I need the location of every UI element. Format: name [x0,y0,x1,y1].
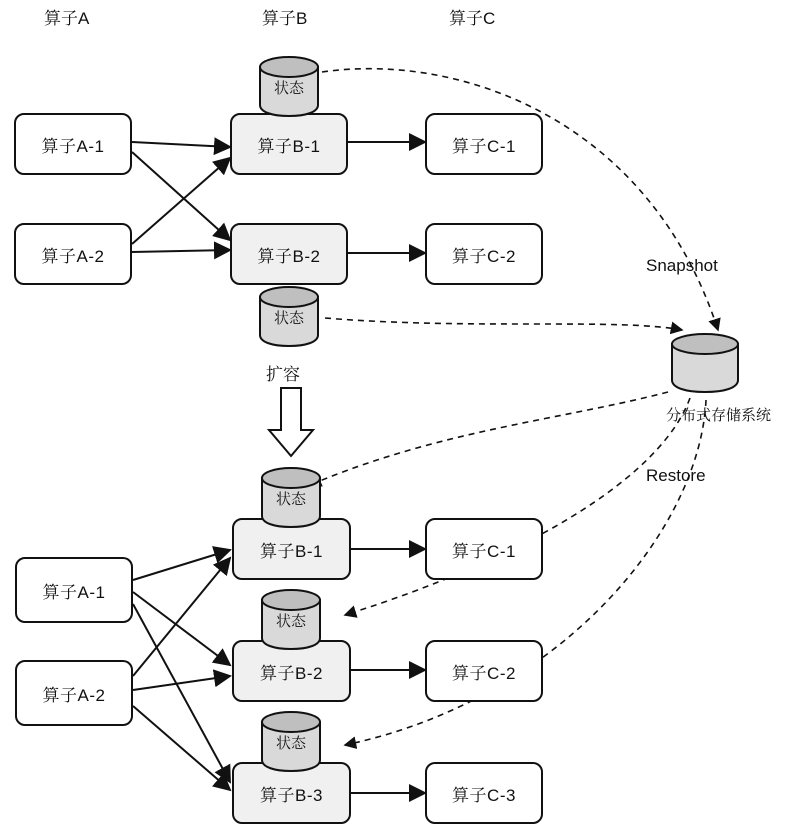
state-store-b3-bottom [260,710,322,770]
node-operator-c-3-bottom[interactable]: 算子C-3 [425,762,543,824]
node-operator-a-2-top[interactable]: 算子A-2 [14,223,132,285]
node-operator-a-1-top[interactable]: 算子A-1 [14,113,132,175]
node-operator-b-1-top[interactable]: 算子B-1 [230,113,348,175]
node-operator-c-2-top[interactable]: 算子C-2 [425,223,543,285]
column-title-operator-c: 算子C [449,9,496,28]
node-operator-c-1-bottom[interactable]: 算子C-1 [425,518,543,580]
snapshot-label: Snapshot [646,256,718,275]
state-store-label: 状态 [275,613,306,630]
cylinder-icon [670,332,740,394]
state-store-label: 状态 [273,80,304,97]
state-store-label: 状态 [275,491,306,508]
state-store-label: 状态 [275,735,306,752]
node-operator-c-1-top[interactable]: 算子C-1 [425,113,543,175]
node-operator-b-2-bottom[interactable]: 算子B-2 [232,640,351,702]
scale-out-label: 扩容 [266,365,300,384]
distributed-storage-cylinder [670,332,740,394]
column-title-operator-b: 算子B [262,9,308,28]
state-store-b2-bottom [260,588,322,648]
node-operator-a-2-bottom[interactable]: 算子A-2 [15,660,133,726]
node-operator-c-2-bottom[interactable]: 算子C-2 [425,640,543,702]
state-store-b1-bottom [260,466,322,526]
node-operator-b-3-bottom[interactable]: 算子B-3 [232,762,351,824]
state-store-b2-top [258,285,320,345]
node-operator-b-1-bottom[interactable]: 算子B-1 [232,518,351,580]
distributed-storage-label: 分布式存储系统 [666,407,772,424]
state-store-b1-top [258,55,320,115]
state-store-label: 状态 [273,310,304,327]
restore-label: Restore [646,466,706,485]
column-title-operator-a: 算子A [44,9,90,28]
node-operator-b-2-top[interactable]: 算子B-2 [230,223,348,285]
node-operator-a-1-bottom[interactable]: 算子A-1 [15,557,133,623]
